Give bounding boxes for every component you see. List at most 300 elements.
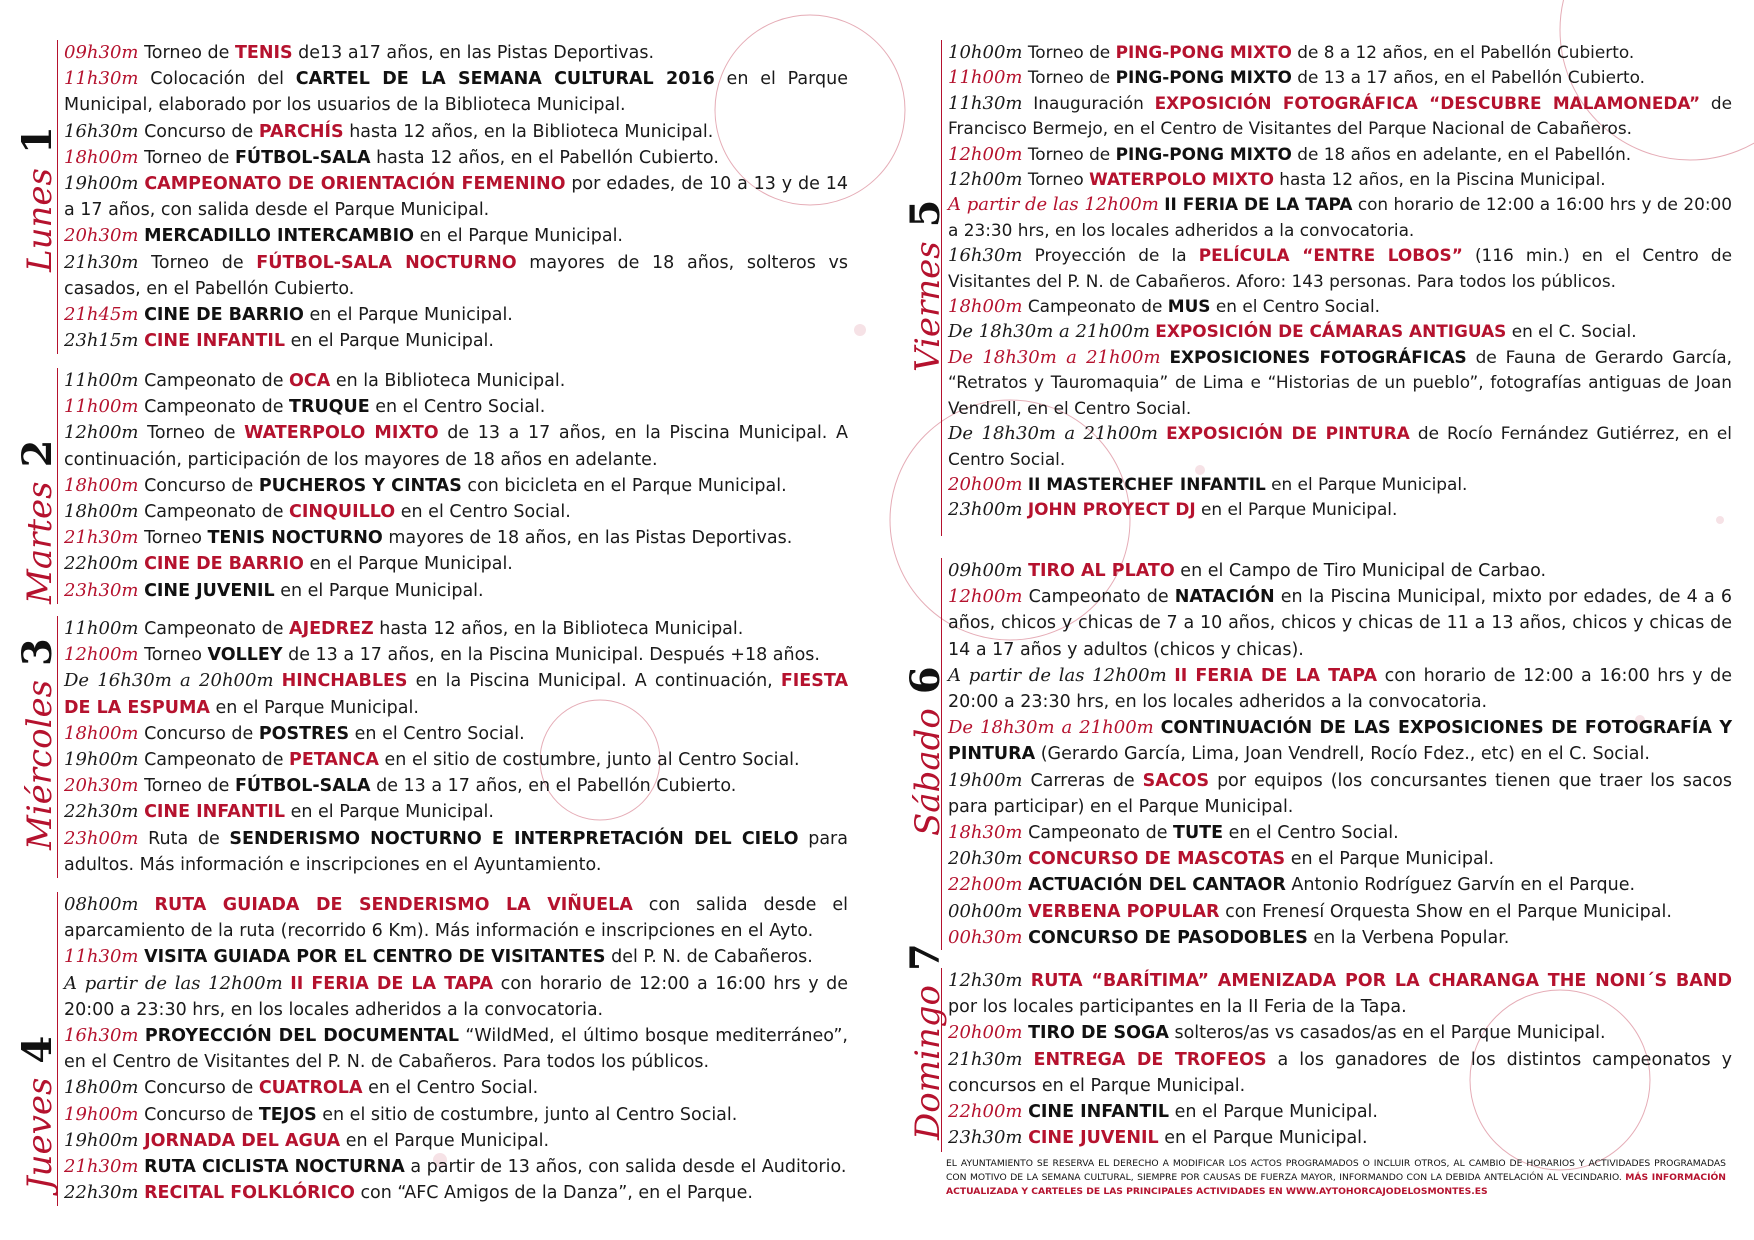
event-text: de 13 a 17 años, en la Piscina Municipal. Después +18 años.: [282, 645, 820, 666]
event-time: 18h00m: [64, 722, 139, 744]
event-time: 12h00m: [64, 422, 139, 444]
event-list: [57, 616, 848, 878]
day-name: Sábado: [908, 708, 948, 836]
event-text: en el Parque Municipal.: [303, 305, 513, 326]
event-list: [57, 892, 848, 1206]
event-text: con “AFC Amigos de la Danza”, en el Parque.: [354, 1183, 753, 1204]
event-highlight: RECITAL FOLKLÓRICO: [144, 1183, 355, 1204]
event-time: 19h00m: [64, 749, 139, 771]
event-time: 22h00m: [948, 874, 1023, 896]
event-text: de 13 a 17 años, en el Pabellón Cubierto.: [370, 776, 737, 797]
event-highlight: NATACIÓN: [1174, 587, 1275, 608]
event-list: [57, 368, 848, 604]
day-label: [902, 666, 949, 836]
event-text: solteros/as vs casados/as en el Parque Municipal.: [1168, 1023, 1606, 1044]
event-time: 11h00m: [948, 67, 1023, 89]
event-time: De 16h30m a 20h00m: [64, 670, 274, 692]
event-highlight: EXPOSICIÓN DE PINTURA: [1166, 423, 1410, 444]
event-time: 19h00m: [64, 173, 139, 195]
event-list: [941, 558, 1732, 950]
event-highlight: VOLLEY: [207, 645, 283, 666]
event-text: en el Parque Municipal.: [285, 331, 494, 352]
event-time: 09h30m: [64, 42, 139, 63]
event-item: [948, 1099, 1732, 1125]
event-highlight: PUCHEROS Y CINTAS: [258, 475, 462, 496]
event-item: [948, 899, 1732, 925]
event-item: [948, 142, 1732, 167]
day-number: 5: [902, 199, 949, 228]
event-item: [948, 715, 1732, 767]
event-text: hasta 12 años, en la Biblioteca Municipal.: [373, 619, 744, 639]
event-text: (116 min.) en el Centro de Visitantes del P. N. de Cabañeros. Aforo: 143 personas. Para todos los públicos.: [948, 245, 1732, 291]
event-item: [64, 551, 848, 577]
event-text: en el Centro Social.: [1210, 296, 1381, 317]
day-number: 1: [14, 126, 61, 155]
event-item: [948, 91, 1732, 142]
event-highlight: CONCURSO DE MASCOTAS: [1028, 849, 1286, 870]
event-highlight: CARTEL DE LA SEMANA CULTURAL 2016: [295, 69, 715, 90]
event-text: en la Piscina Municipal. A continuación,: [407, 671, 781, 692]
event-time: 23h30m: [948, 1127, 1023, 1149]
event-time: 11h30m: [64, 68, 139, 90]
event-time: 11h30m: [948, 92, 1023, 114]
event-highlight: CINQUILLO: [289, 502, 396, 523]
event-highlight: RUTA “BARÍTIMA” AMENIZADA POR LA CHARANGA THE NONI´S BAND: [1030, 971, 1732, 991]
event-text: Torneo de: [151, 252, 257, 273]
event-highlight: TUTE: [1173, 823, 1224, 844]
event-highlight: MERCADILLO INTERCAMBIO: [144, 226, 415, 247]
event-time: 12h00m: [948, 169, 1023, 191]
event-text: Concurso de: [144, 475, 259, 496]
event-highlight: PETANCA: [289, 750, 379, 771]
event-item: [948, 846, 1732, 872]
event-text: por edades, de 10 a 13 y de 14 a 17 años, con salida desde el Parque Municipal.: [64, 174, 848, 221]
event-time: 23h00m: [64, 827, 139, 849]
event-text: en el Parque Municipal.: [1195, 499, 1398, 520]
event-item: [64, 668, 848, 720]
event-highlight: OCA: [289, 371, 331, 391]
event-highlight: PELÍCULA “ENTRE LOBOS”: [1198, 245, 1463, 266]
event-text: en el Parque Municipal.: [340, 1130, 550, 1151]
day-number: 2: [14, 439, 61, 468]
event-text: en el Parque Municipal.: [209, 697, 419, 718]
event-time: De 18h30m a 21h00m: [948, 321, 1150, 343]
event-highlight: SACOS: [1142, 770, 1210, 791]
event-list: [941, 968, 1732, 1152]
event-item: [948, 497, 1732, 522]
event-time: 16h30m: [64, 1025, 139, 1047]
event-highlight: PARCHÍS: [258, 121, 344, 142]
event-highlight: CINE INFANTIL: [144, 802, 286, 823]
event-highlight: II MASTERCHEF INFANTIL: [1027, 473, 1266, 494]
event-text: de 13 a 17 años, en el Pabellón Cubierto.: [1291, 67, 1645, 88]
event-text: Antonio Rodríguez Garvín en el Parque.: [1285, 875, 1636, 896]
day-number: 4: [14, 1035, 61, 1064]
event-item: [64, 578, 848, 604]
event-highlight: II FERIA DE LA TAPA: [1164, 194, 1353, 215]
event-item: [64, 525, 848, 551]
event-time: De 18h30m a 21h00m: [948, 423, 1158, 445]
event-time: 19h00m: [64, 1129, 139, 1151]
event-time: 23h30m: [64, 579, 139, 601]
event-text: en el Campo de Tiro Municipal de Carbao.: [1174, 561, 1547, 581]
event-highlight: FÚTBOL-SALA NOCTURNO: [256, 252, 517, 273]
event-item: [948, 558, 1732, 584]
event-item: [948, 294, 1732, 319]
event-item: [948, 472, 1732, 497]
event-text: Ruta de: [148, 828, 230, 849]
event-item: [64, 250, 848, 302]
event-item: [948, 584, 1732, 663]
event-highlight: POSTRES: [258, 723, 350, 744]
event-item: [948, 192, 1732, 243]
event-item: [64, 223, 848, 249]
event-item: [948, 872, 1732, 898]
event-time: 18h30m: [948, 822, 1023, 844]
event-time: 10h00m: [948, 42, 1023, 63]
event-highlight: VERBENA POPULAR: [1028, 901, 1220, 922]
event-text: con horario de 12:00 a 16:00 hrs y de 20:00 a 23:30 hrs, en los locales adheridos a la convocatoria.: [948, 665, 1732, 713]
event-list: [941, 40, 1732, 536]
event-text: en la Piscina Municipal, mixto por edades, de 4 a 6 años, chicos y chicas de 7 a 10 años, chicos y chicas de 11 a 13 años, chicos y chicas de 14 a 17 años y adultos (chicos y chicas).: [948, 587, 1732, 660]
event-text: en el Centro Social.: [395, 502, 571, 523]
event-item: [64, 616, 848, 642]
event-item: [948, 968, 1732, 1020]
event-item: [64, 66, 848, 118]
event-item: [64, 145, 848, 171]
event-item: [64, 892, 848, 944]
event-item: [64, 747, 848, 773]
event-text: Colocación del: [150, 69, 296, 90]
event-time: 16h30m: [64, 120, 139, 142]
event-highlight: CAMPEONATO DE ORIENTACIÓN FEMENINO: [144, 174, 566, 195]
event-time: 22h30m: [64, 1182, 139, 1204]
event-time: 22h00m: [948, 1101, 1023, 1123]
event-text: en el Centro Social.: [1223, 823, 1399, 844]
event-text: por los locales participantes en la II Feria de la Tapa.: [948, 997, 1407, 1018]
event-highlight: CINE DE BARRIO: [144, 305, 304, 326]
event-text: a partir de 13 años, con salida desde el Auditorio.: [404, 1157, 847, 1178]
event-time: 11h30m: [64, 946, 139, 968]
day-number: 6: [902, 666, 949, 695]
event-time: 18h00m: [948, 296, 1023, 318]
event-time: 21h45m: [64, 304, 139, 326]
event-text: Torneo de: [144, 43, 235, 63]
event-time: 20h30m: [948, 848, 1023, 870]
event-highlight: EXPOSICIÓN DE CÁMARAS ANTIGUAS: [1155, 321, 1507, 342]
event-item: [64, 368, 848, 394]
event-text: en el sitio de costumbre, junto al Centro Social.: [378, 750, 800, 771]
disclaimer-text: EL AYUNTAMIENTO SE RESERVA EL DERECHO A MODIFICAR LOS ACTOS PROGRAMADOS O INCLUIR OTROS, AL CAMBIO DE HORARIOS Y ACTIVIDADES PROGRAMADAS CON MOTIVO DE LA SEMANA CULTURAL, SIEMPRE POR CAUSAS DE FUERZA MAYOR, INFORMANDO CON LA DEBIDA ANTELACIÓN AL VECINDARIO.: [946, 1158, 1726, 1183]
event-item: [64, 1102, 848, 1128]
event-text: Torneo de: [1027, 67, 1116, 88]
event-text: en el Parque Municipal, elaborado por los usuarios de la Biblioteca Municipal.: [64, 69, 848, 116]
event-text: Torneo: [144, 645, 208, 666]
event-text: “WildMed, el último bosque mediterráneo”, en el Centro de Visitantes del P. N. de Cabañeros. Para todos los públicos.: [64, 1026, 848, 1073]
event-time: 18h00m: [64, 501, 139, 523]
event-item: [64, 721, 848, 747]
event-time: 18h00m: [64, 474, 139, 496]
event-highlight: PING-PONG MIXTO: [1115, 67, 1292, 88]
event-text: Inauguración: [1033, 92, 1155, 113]
event-highlight: RUTA CICLISTA NOCTURNA: [144, 1157, 405, 1178]
event-item: [948, 345, 1732, 421]
event-highlight: CONCURSO DE PASODOBLES: [1028, 927, 1308, 948]
event-highlight: SENDERISMO NOCTURNO E INTERPRETACIÓN DEL CIELO: [229, 828, 799, 849]
event-text: hasta 12 años, en la Biblioteca Municipal.: [343, 121, 714, 142]
event-time: A partir de las 12h00m: [948, 664, 1167, 686]
event-text: mayores de 18 años, solteros vs casados, en el Pabellón Cubierto.: [64, 252, 848, 299]
event-highlight: WATERPOLO MIXTO: [1089, 169, 1274, 190]
event-highlight: TENIS NOCTURNO: [207, 528, 383, 549]
event-highlight: RUTA GUIADA DE SENDERISMO LA VIÑUELA: [154, 895, 633, 915]
event-highlight: CINE JUVENIL: [1028, 1128, 1159, 1149]
event-text: para adultos. Más información e inscripciones en el Ayuntamiento.: [64, 828, 848, 875]
event-item: [64, 328, 848, 354]
event-text: de 18 años en adelante, en el Pabellón.: [1291, 143, 1632, 164]
event-item: [948, 820, 1732, 846]
event-text: en el Parque Municipal.: [303, 554, 513, 575]
event-text: en el Parque Municipal.: [1285, 849, 1495, 870]
day-label: [902, 199, 949, 372]
event-time: 22h00m: [64, 553, 139, 575]
event-text: en el Centro Social.: [369, 397, 546, 418]
disclaimer: [946, 1157, 1726, 1199]
event-text: hasta 12 años, en la Piscina Municipal.: [1273, 169, 1606, 190]
event-highlight: TRUQUE: [289, 397, 370, 418]
event-item: [948, 925, 1732, 951]
day-label: [14, 1035, 61, 1190]
event-time: 12h00m: [948, 143, 1023, 165]
day-name: Lunes: [20, 168, 60, 272]
event-item: [64, 394, 848, 420]
event-time: De 18h30m a 21h00m: [948, 717, 1154, 739]
event-text: Campeonato de: [144, 397, 290, 418]
event-time: 21h30m: [64, 527, 139, 549]
event-highlight: FIESTA DE LA ESPUMA: [64, 671, 848, 718]
event-text: en el Parque Municipal.: [274, 580, 484, 601]
event-text: Torneo: [1027, 169, 1090, 190]
day-name: Miércoles: [20, 679, 60, 850]
event-text: en el C. Social.: [1506, 321, 1637, 342]
event-highlight: TEJOS: [258, 1104, 317, 1125]
event-text: a los ganadores de los distintos campeonatos y concursos en el Parque Municipal.: [948, 1049, 1732, 1096]
event-time: 21h30m: [948, 1048, 1023, 1070]
event-text: Concurso de: [144, 723, 259, 744]
event-highlight: WATERPOLO MIXTO: [244, 423, 439, 444]
event-highlight: PING-PONG MIXTO: [1115, 42, 1292, 62]
event-item: [64, 302, 848, 328]
event-item: [948, 319, 1732, 344]
event-highlight: JOHN PROYECT DJ: [1027, 499, 1196, 520]
event-highlight: CONTINUACIÓN DE LAS EXPOSICIONES DE FOTOGRAFÍA Y PINTURA: [948, 718, 1733, 765]
event-highlight: TIRO AL PLATO: [1028, 561, 1175, 581]
event-text: Campeonato de: [144, 371, 290, 391]
day-label: [14, 126, 61, 272]
event-item: [64, 773, 848, 799]
event-time: 23h00m: [948, 499, 1023, 521]
event-text: en el Centro Social.: [349, 723, 525, 744]
event-text: con Frenesí Orquesta Show en el Parque Municipal.: [1219, 901, 1672, 922]
event-text: en el Parque Municipal.: [1169, 1102, 1378, 1123]
event-highlight: FÚTBOL-SALA: [234, 776, 371, 797]
event-time: 20h00m: [948, 473, 1023, 495]
event-item: [948, 167, 1732, 192]
event-item: [64, 119, 848, 145]
event-time: 20h30m: [64, 225, 139, 247]
event-text: en la Verbena Popular.: [1307, 927, 1510, 948]
event-highlight: PING-PONG MIXTO: [1115, 143, 1292, 164]
event-time: 18h00m: [64, 1077, 139, 1099]
event-item: [64, 1128, 848, 1154]
event-item: [64, 944, 848, 970]
event-highlight: AJEDREZ: [289, 619, 374, 639]
event-text: (Gerardo García, Lima, Joan Vendrell, Rocío Fdez., etc) en el C. Social.: [1035, 744, 1650, 765]
event-text: Campeonato de: [1028, 823, 1174, 844]
event-text: Campeonato de: [144, 750, 290, 771]
event-highlight: EXPOSICIÓN FOTOGRÁFICA “DESCUBRE MALAMONEDA”: [1154, 92, 1701, 113]
event-item: [64, 171, 848, 223]
event-time: 12h00m: [64, 644, 139, 666]
event-item: [948, 65, 1732, 90]
event-item: [948, 663, 1732, 715]
event-highlight: MUS: [1167, 296, 1211, 317]
event-highlight: JORNADA DEL AGUA: [144, 1130, 341, 1151]
event-time: 11h00m: [64, 370, 139, 391]
event-highlight: HINCHABLES: [281, 671, 408, 692]
event-item: [948, 1020, 1732, 1046]
event-time: 11h00m: [64, 618, 139, 639]
event-time: 12h00m: [948, 586, 1023, 608]
event-text: Campeonato de: [144, 619, 290, 639]
event-text: en el Centro Social.: [362, 1078, 539, 1099]
event-text: con horario de 12:00 a 16:00 hrs y de 20:00 a 23:30 hrs, en los locales adheridos a la convocatoria.: [64, 973, 848, 1020]
event-highlight: CINE DE BARRIO: [144, 554, 304, 575]
event-text: con horario de 12:00 a 16:00 hrs y de 20:00 a 23:30 hrs, en los locales adheridos a la convocatoria.: [948, 194, 1733, 240]
event-time: 16h30m: [948, 245, 1023, 267]
event-time: 19h00m: [948, 769, 1023, 791]
day-name: Jueves: [20, 1077, 60, 1190]
event-text: Torneo: [144, 528, 208, 549]
event-text: de 13 a 17 años, en la Piscina Municipal. A continuación, participación de los mayores de 18 años en adelante.: [64, 423, 848, 470]
event-time: 19h00m: [64, 1103, 139, 1125]
event-text: Campeonato de: [1027, 296, 1168, 317]
event-highlight: PROYECCIÓN DEL DOCUMENTAL: [144, 1026, 459, 1047]
event-text: de13 a17 años, en las Pistas Deportivas.: [292, 43, 655, 63]
event-text: en el Parque Municipal.: [414, 226, 623, 247]
event-time: 21h30m: [64, 1156, 139, 1178]
event-time: A partir de las 12h00m: [948, 194, 1159, 216]
event-time: De 18h30m a 21h00m: [948, 346, 1161, 368]
event-highlight: CUATROLA: [258, 1078, 363, 1099]
day-name: Viernes: [908, 241, 948, 372]
event-text: Torneo de: [1027, 143, 1116, 164]
day-number: 3: [14, 638, 61, 666]
event-time: 22h30m: [64, 801, 139, 823]
event-highlight: II FERIA DE LA TAPA: [290, 973, 494, 994]
event-text: Torneo de: [147, 423, 245, 444]
event-text: Campeonato de: [144, 502, 290, 523]
event-highlight: VISITA GUIADA POR EL CENTRO DE VISITANTES: [144, 947, 606, 968]
event-text: de Francisco Bermejo, en el Centro de Visitantes del Parque Nacional de Cabañeros.: [948, 92, 1732, 139]
event-text: Torneo de: [1027, 42, 1116, 62]
event-highlight: FÚTBOL-SALA: [234, 147, 371, 168]
event-item: [948, 40, 1732, 65]
event-text: en el Parque Municipal.: [285, 802, 494, 823]
event-item: [64, 1075, 848, 1101]
event-text: Concurso de: [144, 121, 259, 142]
event-text: mayores de 18 años, en las Pistas Deportivas.: [382, 528, 793, 549]
event-item: [64, 1023, 848, 1075]
event-time: 11h00m: [64, 396, 139, 418]
event-text: en la Biblioteca Municipal.: [330, 371, 566, 391]
event-time: 21h30m: [64, 251, 139, 273]
event-item: [64, 1154, 848, 1180]
event-item: [948, 1125, 1732, 1151]
event-time: 00h00m: [948, 900, 1023, 922]
event-time: 08h00m: [64, 894, 139, 915]
event-highlight: II FERIA DE LA TAPA: [1174, 665, 1378, 686]
event-item: [948, 243, 1732, 294]
event-text: en el Parque Municipal.: [1158, 1128, 1368, 1149]
event-time: 18h00m: [64, 146, 139, 168]
day-label: [14, 439, 61, 604]
day-name: Martes: [20, 481, 60, 604]
event-time: 00h30m: [948, 926, 1023, 948]
event-item: [948, 1047, 1732, 1099]
day-label: [14, 638, 61, 850]
event-item: [64, 971, 848, 1023]
event-text: de 8 a 12 años, en el Pabellón Cubierto.: [1291, 42, 1635, 62]
event-text: en el sitio de costumbre, junto al Centro Social.: [316, 1104, 738, 1125]
event-item: [64, 1180, 848, 1206]
event-highlight: CINE INFANTIL: [144, 331, 286, 352]
event-text: Torneo de: [144, 776, 235, 797]
event-item: [64, 40, 848, 66]
day-number: 7: [902, 943, 949, 972]
event-text: Carreras de: [1030, 770, 1143, 791]
event-text: con bicicleta en el Parque Municipal.: [461, 475, 787, 496]
event-item: [64, 420, 848, 472]
event-list: [57, 40, 848, 354]
event-highlight: TENIS: [234, 43, 293, 63]
event-text: de Rocío Fernández Gutiérrez, en el Centro Social.: [948, 423, 1733, 469]
event-item: [64, 473, 848, 499]
event-time: 09h00m: [948, 560, 1023, 581]
event-item: [948, 768, 1732, 820]
event-text: Campeonato de: [1028, 587, 1175, 608]
event-item: [64, 642, 848, 668]
event-highlight: ENTREGA DE TROFEOS: [1033, 1049, 1267, 1070]
event-item: [64, 499, 848, 525]
event-time: 20h30m: [64, 775, 139, 797]
event-time: 23h15m: [64, 330, 139, 352]
event-text: Concurso de: [144, 1104, 259, 1125]
event-text: Concurso de: [144, 1078, 259, 1099]
event-text: por equipos (los concursantes tienen que traer los sacos para participar) en el Parque Municipal.: [948, 770, 1732, 817]
event-highlight: EXPOSICIONES FOTOGRÁFICAS: [1169, 346, 1467, 367]
event-highlight: ACTUACIÓN DEL CANTAOR: [1028, 875, 1286, 896]
event-time: A partir de las 12h00m: [64, 972, 283, 994]
event-text: de Fauna de Gerardo García, “Retratos y Tauromaquia” de Lima e “Historias de un pueblo”, fotografías antiguas de Joan Vendrell, en el Centro Social.: [948, 346, 1732, 418]
event-item: [948, 421, 1732, 472]
event-time: 12h30m: [948, 970, 1023, 991]
event-item: [64, 826, 848, 878]
day-label: [902, 943, 949, 1140]
event-highlight: TIRO DE SOGA: [1028, 1023, 1169, 1044]
event-text: hasta 12 años, en el Pabellón Cubierto.: [370, 147, 719, 168]
event-text: del P. N. de Cabañeros.: [605, 947, 813, 968]
